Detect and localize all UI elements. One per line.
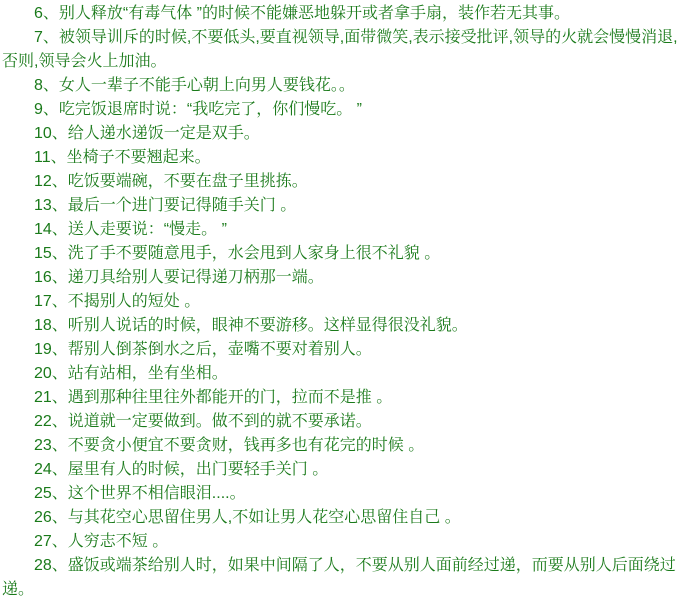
rule-item: 11、坐椅子不要翘起来。 bbox=[34, 149, 211, 166]
rule-item: 20、站有站相，坐有坐相。 bbox=[34, 365, 228, 382]
rule-item: 12、吃饭要端碗，不要在盘子里挑拣。 bbox=[34, 173, 308, 190]
rule-item: 25、这个世界不相信眼泪....。 bbox=[34, 485, 246, 502]
rule-item: 10、给人递水递饭一定是双手。 bbox=[34, 125, 260, 142]
rule-item: 13、最后一个进门要记得随手关门 。 bbox=[34, 197, 297, 214]
rule-item: 23、不要贪小便宜不要贪财，钱再多也有花完的时候 。 bbox=[34, 437, 425, 454]
rule-item: 24、屋里有人的时候，出门要轻手关门 。 bbox=[34, 461, 329, 478]
rule-item: 9、吃完饭退席时说：“我吃完了，你们慢吃。 ” bbox=[34, 101, 363, 118]
rule-item: 22、说道就一定要做到。做不到的就不要承诺。 bbox=[34, 413, 372, 430]
rule-item: 21、遇到那种往里往外都能开的门，拉而不是推 。 bbox=[34, 389, 393, 406]
rule-item: 15、洗了手不要随意甩手，水会甩到人家身上很不礼貌 。 bbox=[34, 245, 441, 262]
rule-item: 7、被领导训斥的时候,不要低头,要直视领导,面带微笑,表示接受批评,领导的火就会慢慢消退,否则,领导会火上加油。 bbox=[2, 29, 678, 70]
rule-item: 19、帮别人倒茶倒水之后，壶嘴不要对着别人。 bbox=[34, 341, 372, 358]
rule-item: 14、送人走要说：“慢走。 ” bbox=[34, 221, 227, 238]
rule-item: 18、听别人说话的时候，眼神不要游移。这样显得很没礼貌。 bbox=[34, 317, 468, 334]
rule-item: 8、女人一辈子不能手心朝上向男人要钱花。。 bbox=[34, 77, 355, 94]
rule-item: 28、盛饭或端茶给别人时，如果中间隔了人，不要从别人面前经过递，而要从别人后面绕过递。 bbox=[2, 557, 676, 598]
rule-item: 17、不揭别人的短处 。 bbox=[34, 293, 201, 310]
rule-item: 26、与其花空心思留住男人,不如让男人花空心思留住自己 。 bbox=[34, 509, 461, 526]
rule-item: 27、人穷志不短 。 bbox=[34, 533, 169, 550]
rule-item: 6、别人释放“有毒气体 ”的时候不能嫌恶地躲开或者拿手扇，装作若无其事。 bbox=[34, 5, 571, 22]
rule-item: 16、递刀具给别人要记得递刀柄那一端。 bbox=[34, 269, 324, 286]
